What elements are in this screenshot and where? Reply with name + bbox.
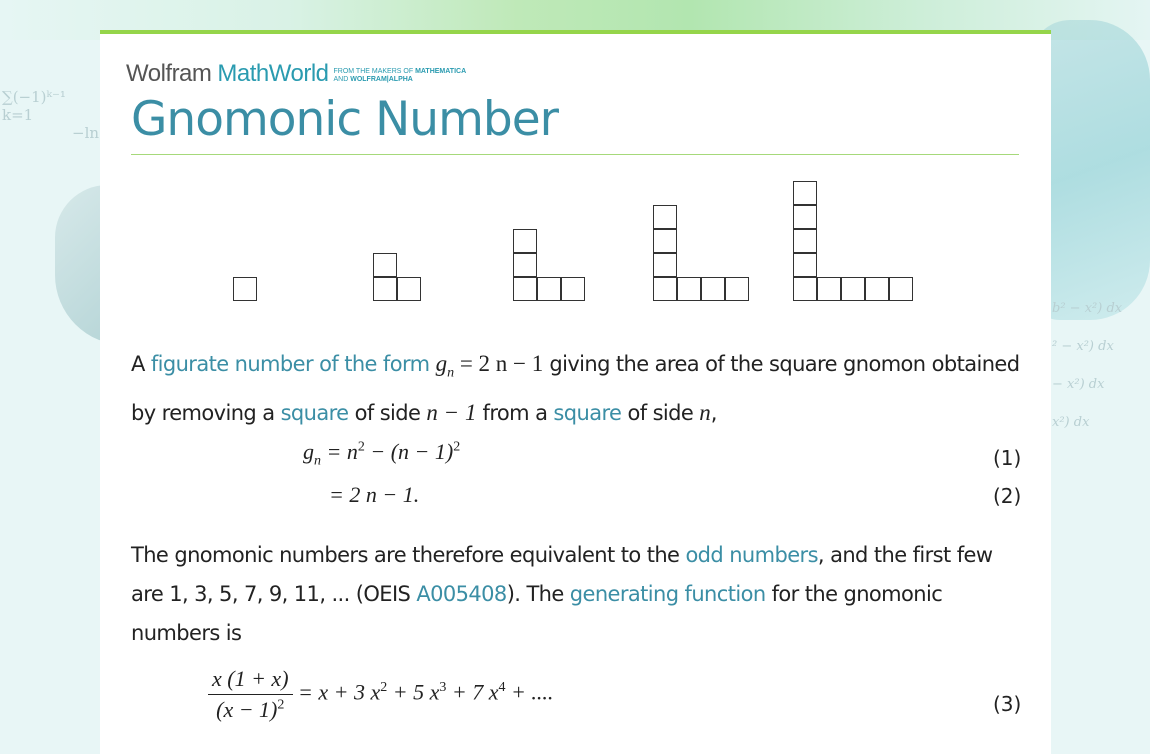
background-formula-right: b² − x²) dx ² − x²) dx − x²) dx x²) dx <box>1052 301 1123 430</box>
link-generating-function[interactable]: generating function <box>569 582 766 606</box>
content-card <box>100 30 1051 754</box>
equation-1: $g_n = n^2 - (n - 1)^2$ <box>303 439 461 469</box>
link-square-2[interactable]: square <box>553 400 622 425</box>
intro-paragraph: A figurate number of the form $g_n = 2$ n − 1 giving the area of the square gnomon obtained by removing a square of side n − 1 from a square of side n, <box>131 351 1020 425</box>
equation-3: $\frac{x (1 + x)}{(x - 1)^2}$ = x + 3 $x^2 + 5$ $x^3 + 7$ $x^4$ + .... <box>208 666 553 723</box>
title-divider <box>131 154 1019 155</box>
link-oeis-a005408[interactable]: A005408 <box>416 582 507 606</box>
equation-number-1: (1) <box>993 446 1022 470</box>
second-paragraph: The gnomonic numbers are therefore equivalent to the odd numbers, and the first few are 1, 3, 5, 7, 9, 11, ... (OEIS A005408). The generating function for the gnomonic numbers is <box>131 543 993 645</box>
equation-number-3: (3) <box>993 692 1022 716</box>
link-figurate-number[interactable]: figurate number of the form <box>150 352 430 376</box>
background-formula-left: ∑(−1)ᵏ⁻¹ k=1 −ln <box>2 88 100 142</box>
link-square-1[interactable]: square <box>280 400 349 425</box>
logo-mathworld-text: MathWorld <box>217 60 329 87</box>
logo-wolfram-text: Wolfram <box>126 60 212 87</box>
logo-tagline: FROM THE MAKERS OF MATHEMATICA AND WOLFRAM|ALPHA <box>333 68 467 83</box>
equation-2: = 2 n − 1. <box>329 482 420 507</box>
site-logo[interactable] <box>126 60 466 88</box>
link-odd-numbers[interactable]: odd numbers <box>685 543 818 567</box>
page-title: Gnomonic Number <box>131 92 558 147</box>
equation-number-2: (2) <box>993 484 1022 508</box>
